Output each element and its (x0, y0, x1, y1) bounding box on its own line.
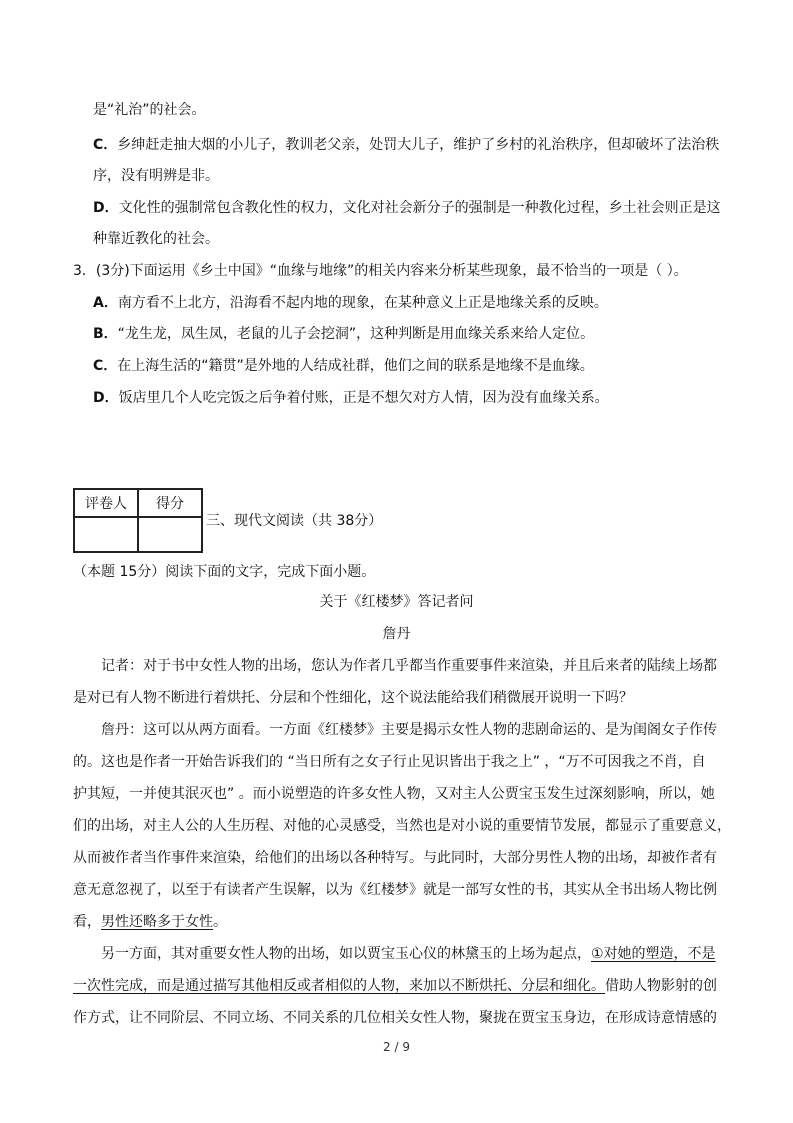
passage-line: 意无意忽视了，以至于有读者产生误解，以为《红楼梦》就是一部写女性的书，其实从全书出场人物比例 (73, 882, 717, 898)
option-letter: C． (93, 137, 118, 153)
score-header: 得分 (138, 489, 202, 517)
passage-line: 记者：对于书中女性人物的出场，您认为作者几乎都当作重要事件来渲染，并且后来者的陆续上场都 (101, 658, 717, 674)
text-plain: 借助人物影射的创 (605, 978, 717, 994)
passage-line: 是对已有人物不断进行着烘托、分层和个性细化，这个说法能给我们稍微展开说明一下吗？ (73, 690, 633, 706)
option-text: 文化性的强制常包含教化性的权力，文化对社会新分子的强制是一种教化过程，乡土社会则正是这 (118, 200, 721, 216)
option-text: 南方看不上北方，沿海看不起内地的现象，在某种意义上正是地缘关系的反映。 (117, 295, 608, 311)
passage-line: 们的出场，对主人公的人生历程、对他的心灵感受，当然也是对小说的重要情节发展，都显示了重要意义， (73, 818, 731, 834)
option-text: 乡绅赶走抽大烟的小儿子，教训老父亲，处罚大儿子，维护了乡村的礼治秩序，但却破坏了法治秩 (117, 137, 720, 153)
option-text: “龙生龙，凤生凤，老鼠的儿子会挖洞”，这种判断是用血缘关系来给人定位。 (117, 326, 595, 342)
q2-continuation: 是“礼治”的社会。 (93, 102, 206, 118)
q2-option-c-cont: 序，没有明辨是非。 (93, 168, 219, 184)
option-letter: A． (93, 295, 118, 311)
passage-line: 作方式，让不同阶层、不同立场、不同关系的几位相关女性人物，聚拢在贾宝玉身边，在形成诗意情感的 (73, 1010, 717, 1026)
grading-table (73, 488, 203, 553)
article-author: 詹丹 (382, 626, 411, 642)
passage-line: 护其短，一并使其泯灭也” 。而小说塑造的许多女性人物，又对主人公贾宝玉发生过深刻影响，所以，她 (73, 786, 715, 802)
option-letter: D． (93, 390, 119, 406)
passage-line: 从而被作者当作事件来渲染，给他们的出场以各种特写。与此同时，大部分男性人物的出场，却被作者有 (73, 850, 717, 866)
passage-line: 的。这也是作者一开始告诉我们的 “当日所有之女子行止见识皆出于我之上” ，“万不可因我之不肖，自 (73, 754, 706, 770)
reviewer-header: 评卷人 (74, 489, 138, 517)
passage-line (101, 944, 716, 964)
q3-stem: 3．(3分)下面运用《乡土中国》“血缘与地缘”的相关内容来分析某些现象，最不恰当的一项是（ ）。 (73, 263, 688, 279)
score-cell[interactable] (138, 517, 202, 552)
option-letter: C． (93, 358, 118, 374)
passage-line: 詹丹：这可以从两方面看。一方面《红楼梦》主要是揭示女性人物的悲剧命运的、是为闺阁女子作传 (101, 722, 717, 738)
article-title: 关于《红楼梦》答记者问 (319, 594, 474, 610)
q2-option-c (93, 135, 719, 155)
section-intro: （本题 15分）阅读下面的文字，完成下面小题。 (73, 564, 376, 580)
passage-line (73, 912, 227, 932)
option-text: 饭店里几个人吃完饭之后争着付账，正是不想欠对方人情，因为没有血缘关系。 (118, 390, 609, 406)
underlined-sentence-1: ①对她的塑造，不是 (591, 946, 716, 962)
text-plain: 看， (73, 914, 101, 930)
q3-option-c (93, 356, 594, 376)
underlined-sentence-1-cont: 一次性完成，而是通过描写其他相反或者相似的人物，来加以不断烘托、分层和细化。 (73, 978, 605, 994)
underlined-phrase: 男性还略多于女性 (101, 914, 213, 930)
option-letter: D． (93, 200, 119, 216)
section-heading: 三、现代文阅读（共 38分） (206, 513, 383, 529)
q3-option-a (93, 293, 608, 313)
q2-option-d (93, 198, 721, 218)
text-plain: 另一方面，其对重要女性人物的出场，如以贾宝玉心仪的林黛玉的上场为起点， (101, 946, 591, 962)
q2-option-d-cont: 种靠近教化的社会。 (93, 231, 219, 247)
page-number: 2 / 9 (383, 1040, 410, 1054)
passage-line (73, 976, 717, 996)
option-letter: B． (93, 326, 118, 342)
q3-option-d (93, 388, 609, 408)
option-text: 在上海生活的“籍贯”是外地的人结成社群，他们之间的联系是地缘不是血缘。 (117, 358, 594, 374)
q3-option-b (93, 324, 594, 344)
reviewer-cell[interactable] (74, 517, 138, 552)
text-plain: 。 (213, 914, 227, 930)
